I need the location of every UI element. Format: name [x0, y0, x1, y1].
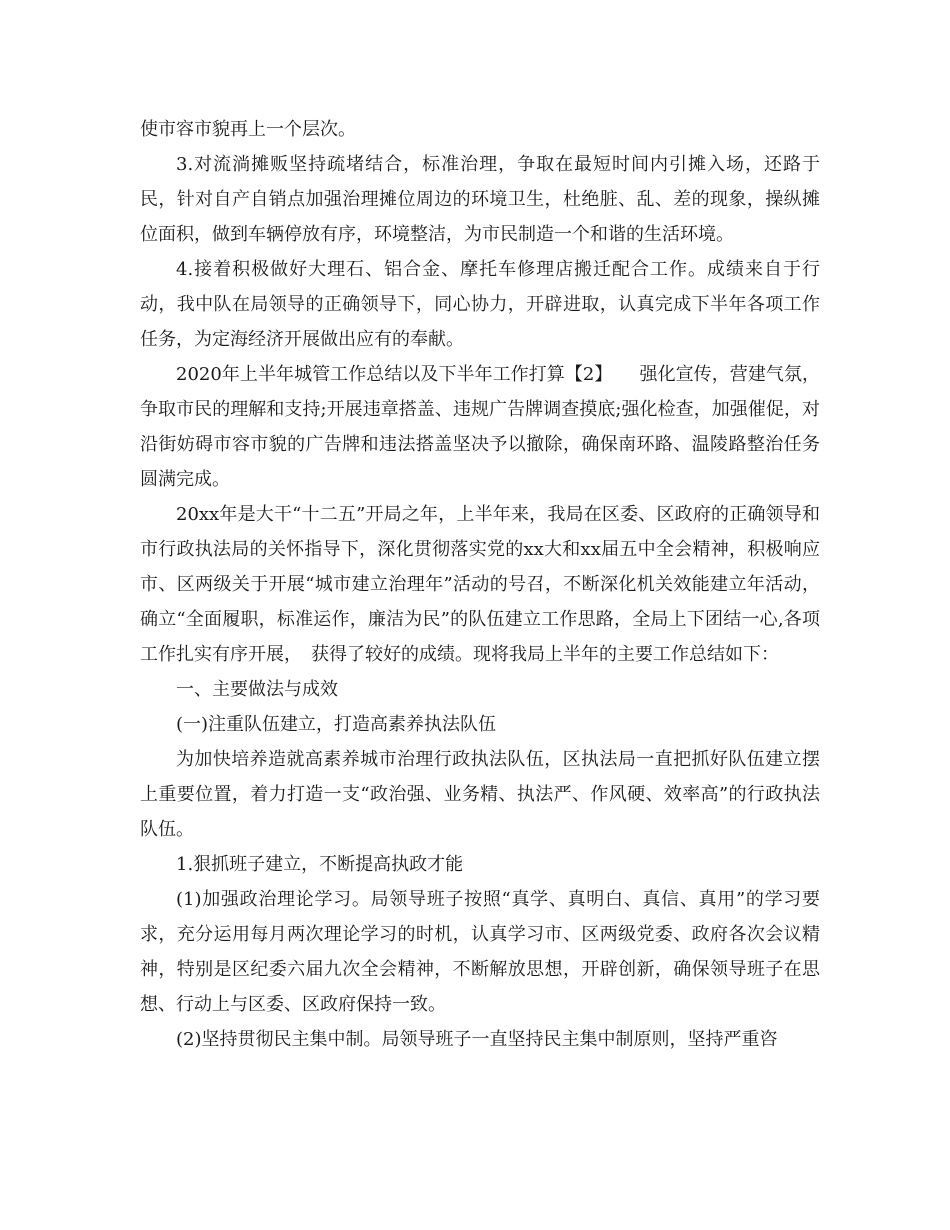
paragraph-intro: 20xx年是大干“十二五”开局之年，上半年来，我局在区委、区政府的正确领导和市行政执法局的关怀指导下，深化贯彻落实党的xx大和xx届五中全会精神，积极响应市、区两级关于开展“城市建立治理年”活动的号召，不断深化机关效能建立年活动，确立“全面履职，标准运作，廉洁为民”的队伍建立工作思路，全局上下团结一心,各项工作扎实有序开展， 获得了较好的成绩。现将我局上半年的主要工作总结如下： — [140, 504, 820, 665]
paragraph-democratic-centralism: (2)坚持贯彻民主集中制。局领导班子一直坚持民主集中制原则，坚持严重咨 — [176, 1029, 778, 1050]
document-body — [140, 112, 820, 1057]
subsection-heading-1: (一)注重队伍建立，打造高素养执法队伍 — [176, 714, 497, 735]
paragraph-continuation: 使市容市貌再上一个层次。 — [140, 119, 356, 140]
paragraph-item-3: 3.对流淌摊贩坚持疏堵结合，标准治理，争取在最短时间内引摊入场，还路于民，针对自产自销点加强治理摊位周边的环境卫生，杜绝脏、乱、差的现象，操纵摊位面积，做到车辆停放有序，环境整洁，为市民制造一个和谐的生活环境。 — [140, 154, 820, 245]
item-heading-1: 1.狠抓班子建立，不断提高执政才能 — [176, 854, 464, 875]
paragraph-theory-study: (1)加强政治理论学习。局领导班子按照“真学、真明白、真信、真用”的学习要求，充分运用每月两次理论学习的时机，认真学习市、区两级党委、政府各次会议精神，特别是区纪委六届九次全会精神，不断解放思想，开辟创新，确保领导班子在思想、行动上与区委、区政府保持一致。 — [140, 889, 820, 1015]
paragraph-team-building: 为加快培养造就高素养城市治理行政执法队伍，区执法局一直把抓好队伍建立摆上重要位置，着力打造一支“政治强、业务精、执法严、作风硬、效率高”的行政执法队伍。 — [140, 749, 820, 840]
paragraph-item-4: 4.接着积极做好大理石、铝合金、摩托车修理店搬迁配合工作。成绩来自于行动，我中队在局领导的正确领导下，同心协力，开辟进取，认真完成下半年各项工作任务，为定海经济开展做出应有的奉献。 — [140, 259, 820, 350]
section-heading-1: 一、主要做法与成效 — [176, 679, 338, 700]
paragraph-title-2: 2020年上半年城管工作总结以及下半年工作打算【2】 强化宣传，营建气氛，争取市民的理解和支持;开展违章搭盖、违规广告牌调查摸底;强化检查，加强催促，对沿街妨碍市容市貌的广告牌和违法搭盖坚决予以撤除，确保南环路、温陵路整治任务圆满完成。 — [140, 364, 820, 490]
